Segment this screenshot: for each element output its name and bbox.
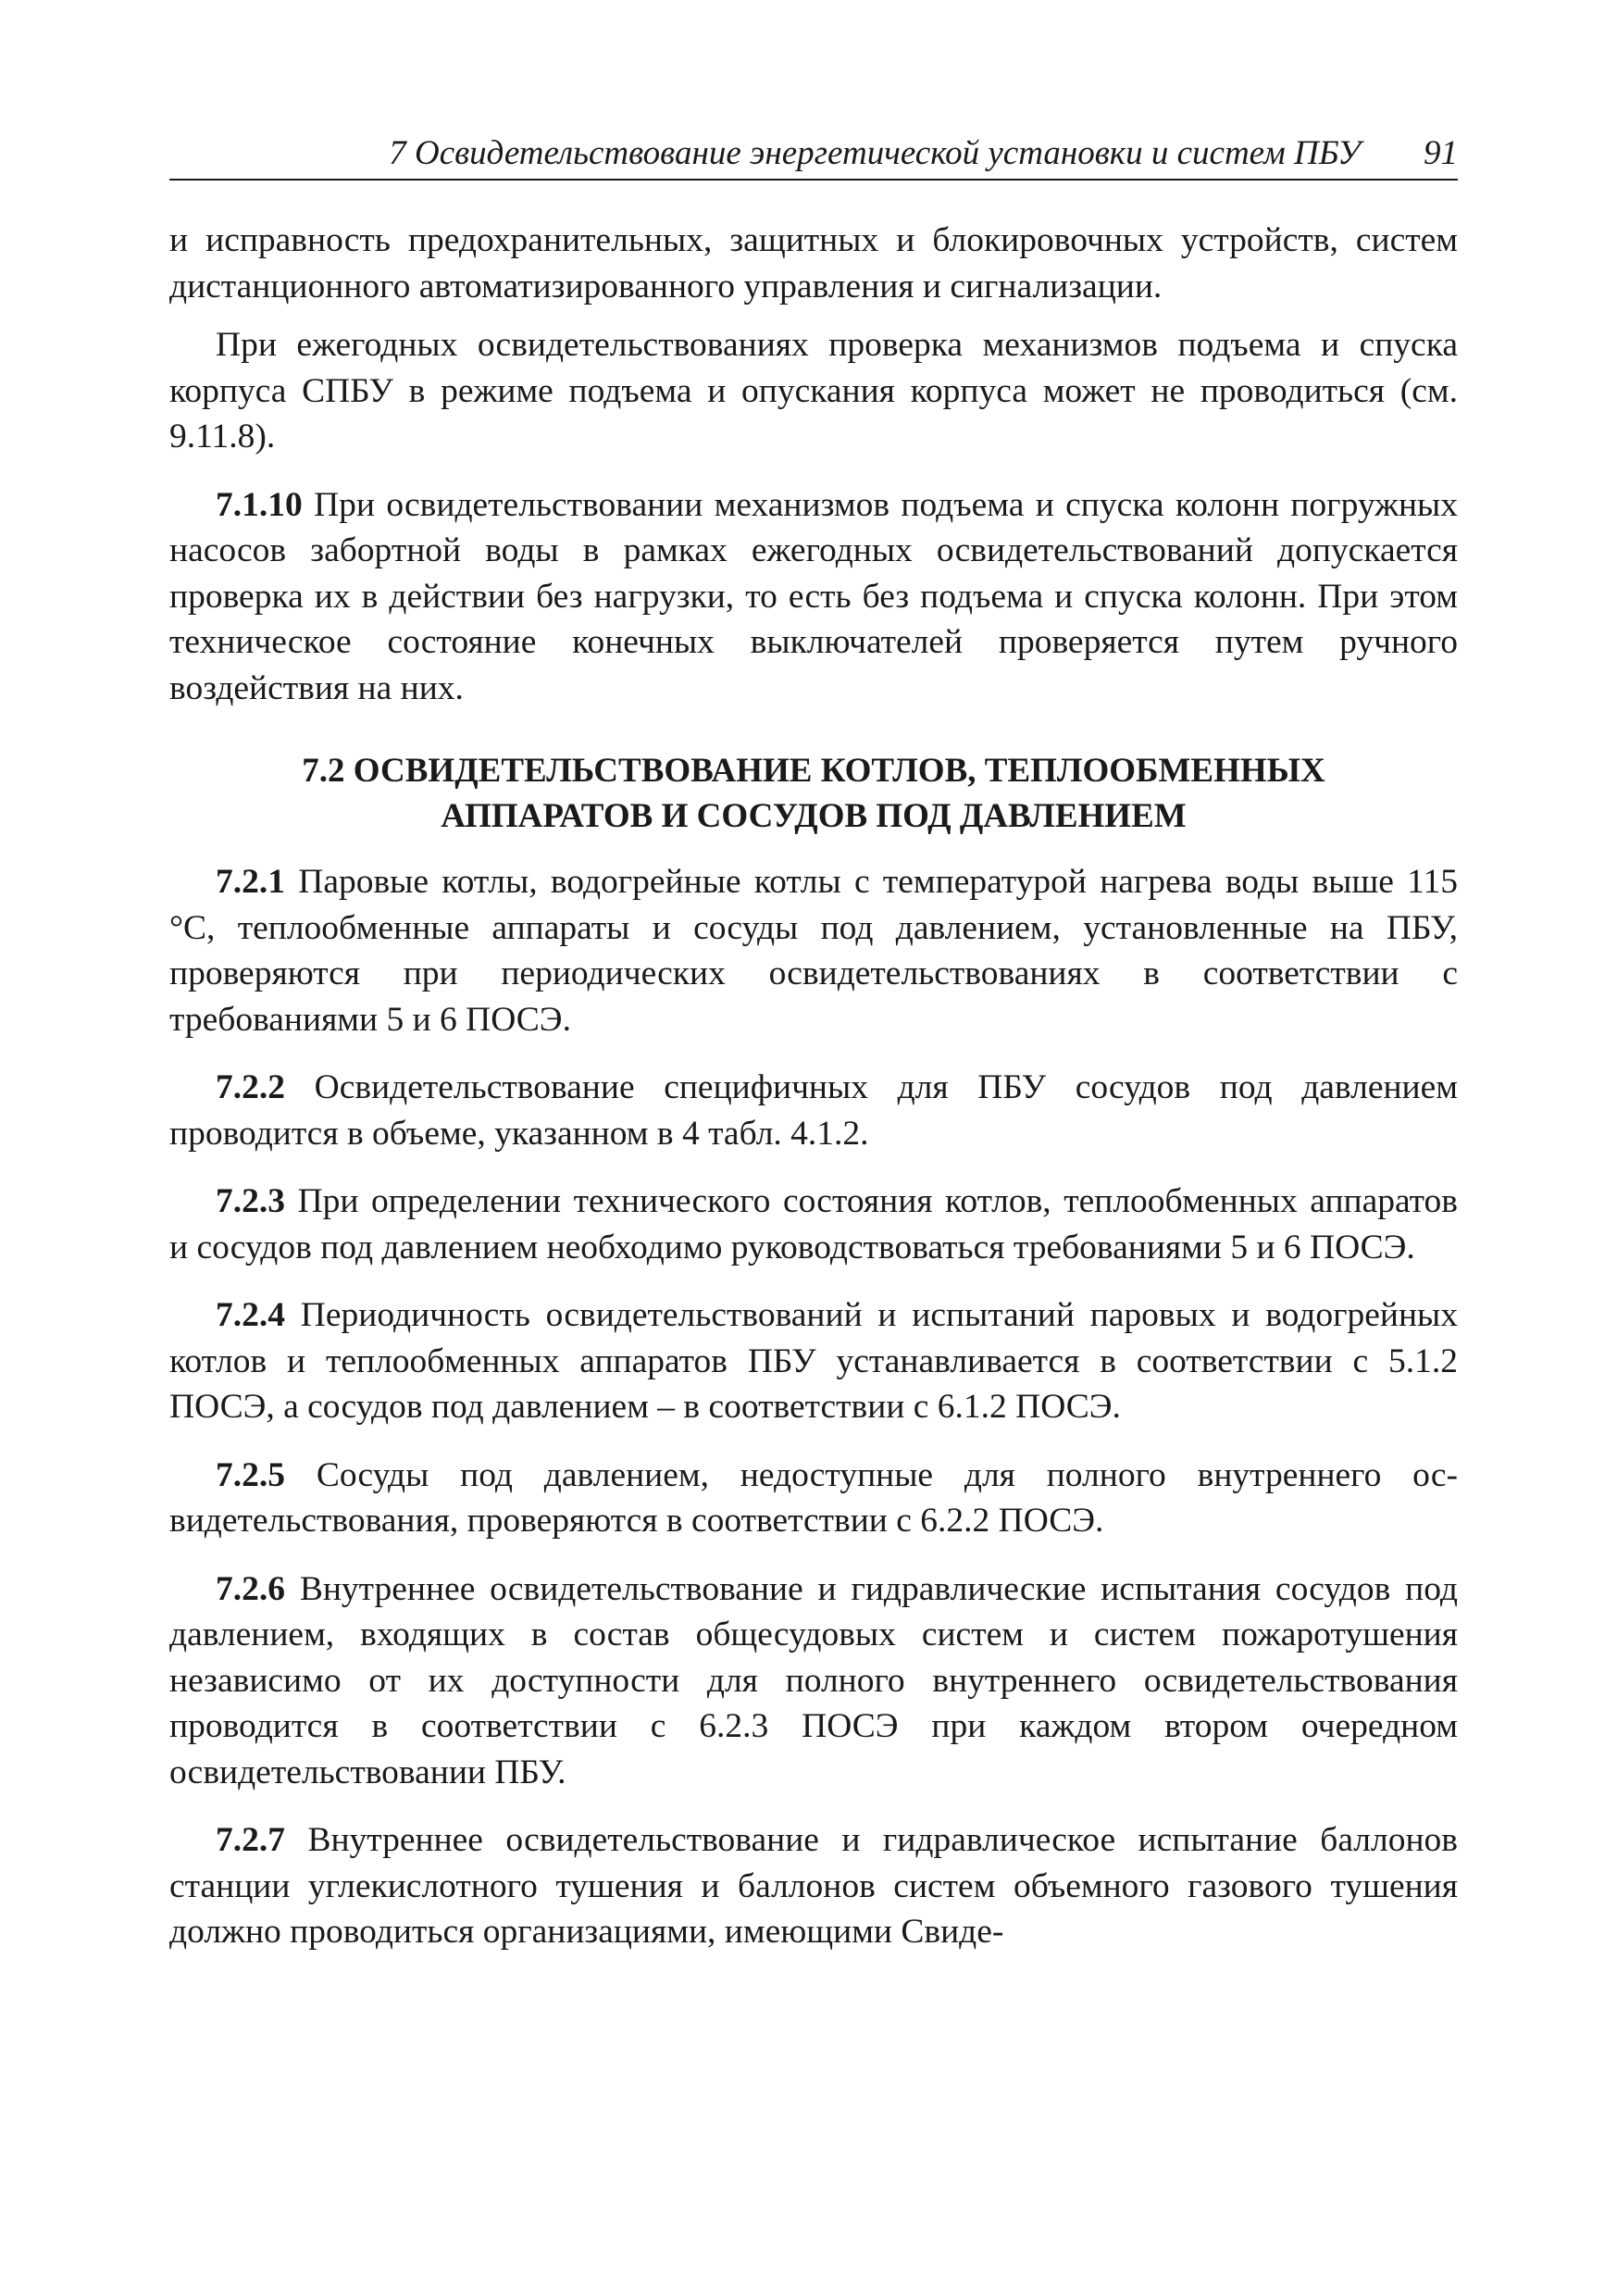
clause-number: 7.2.2 <box>216 1068 285 1106</box>
clause-text: Внутреннее освидетельствование и гидравлическое испытание баллонов станции углекислотного тушения и баллонов систем объемного газового тушения должно проводиться организациями, имеющими Свиде- <box>169 1821 1458 1951</box>
document-page <box>169 125 1458 1955</box>
clause-text: Освидетельствование специфичных для ПБУ сосудов под давлением проводится в объеме, указанном в 4 табл. 4.1.2. <box>169 1068 1459 1153</box>
clause-text: Внутреннее освидетельствование и гидравлические испытания сосудов под давлением, входящих в состав общесудовых систем и систем пожаротушения независимо от их доступности для полного внутреннего освидетельствования проводится в соответствии с 6.2.3 ПОСЭ при каждом втором очередном освидетельствовании ПБУ. <box>169 1569 1458 1791</box>
running-header <box>169 125 1458 181</box>
clause-text: Периодичность освидетельствований и испытаний паровых и водогрейных котлов и теплообменных аппаратов ПБУ устанавливается в соответствии с 5.1.2 ПОСЭ, а сосудов под давлением – в соответствии с 6.1.2 ПОСЭ. <box>169 1296 1458 1426</box>
clause-text: Паровые котлы, водогрейные котлы с температурой нагрева воды выше 115 °С, теплообменные аппараты и сосуды под давлением, установленные на ПБУ, проверяются при периодических освидетельствованиях в соответствии с требованиями 5 и 6 ПОСЭ. <box>169 863 1458 1039</box>
paragraph-annual-survey: При ежегодных освидетельствованиях проверка механизмов подъема и спуска корпуса СПБУ в режиме подъема и опускания корпуса может не проводиться (см. 9.11.8). <box>169 326 1458 455</box>
section-heading <box>169 748 1458 839</box>
running-header-title: 7 Освидетельствование энергетической установки и систем ПБУ <box>389 134 1361 172</box>
clause-7-2-6 <box>169 1566 1458 1796</box>
clause-number: 7.2.5 <box>216 1455 285 1494</box>
clause-7-2-2 <box>169 1065 1458 1156</box>
document-body <box>169 218 1458 1955</box>
clause-number: 7.2.3 <box>216 1182 285 1220</box>
clause-number: 7.2.4 <box>216 1296 285 1334</box>
clause-7-2-7 <box>169 1817 1458 1955</box>
clause-number: 7.1.10 <box>216 485 303 524</box>
clause-7-2-1 <box>169 859 1458 1042</box>
clause-7-2-5 <box>169 1453 1458 1544</box>
clause-text: При освидетельствовании механизмов подъема и спуска колонн погружных насосов забортной воды в рамках ежегодных освидетельствований допускается проверка их в действии без нагрузки, то есть без подъема и спуска колонн. При этом техническое состояние конечных выключателей проверяется путем ручного воздействия на них. <box>169 485 1458 707</box>
section-heading-line-2: АППАРАТОВ И СОСУДОВ ПОД ДАВЛЕНИЕМ <box>441 797 1187 835</box>
clause-number: 7.2.6 <box>216 1569 285 1608</box>
clause-text: Сосуды под давлением, недоступные для полного внутреннего освидетельствования, проверяются в соответствии с 6.2.2 ПОСЭ. <box>169 1455 1459 1540</box>
clause-number: 7.2.1 <box>216 863 285 901</box>
clause-7-2-4 <box>169 1292 1458 1430</box>
paragraph-continuation: и исправность предохранительных, защитных и блокировочных устройств, систем дистанционного автоматизированного управления и сигнализации. <box>169 221 1458 306</box>
clause-7-1-10 <box>169 482 1458 712</box>
clause-text: При определении технического состояния котлов, теплообменных аппаратов и сосудов под давлением необходимо руководствоваться требованиями 5 и 6 ПОСЭ. <box>169 1182 1458 1267</box>
clause-number: 7.2.7 <box>216 1821 285 1859</box>
clause-7-2-3 <box>169 1179 1458 1270</box>
page-number: 91 <box>1424 134 1458 172</box>
section-heading-line-1: 7.2 ОСВИДЕТЕЛЬСТВОВАНИЕ КОТЛОВ, ТЕПЛООБМЕННЫХ <box>302 752 1325 790</box>
